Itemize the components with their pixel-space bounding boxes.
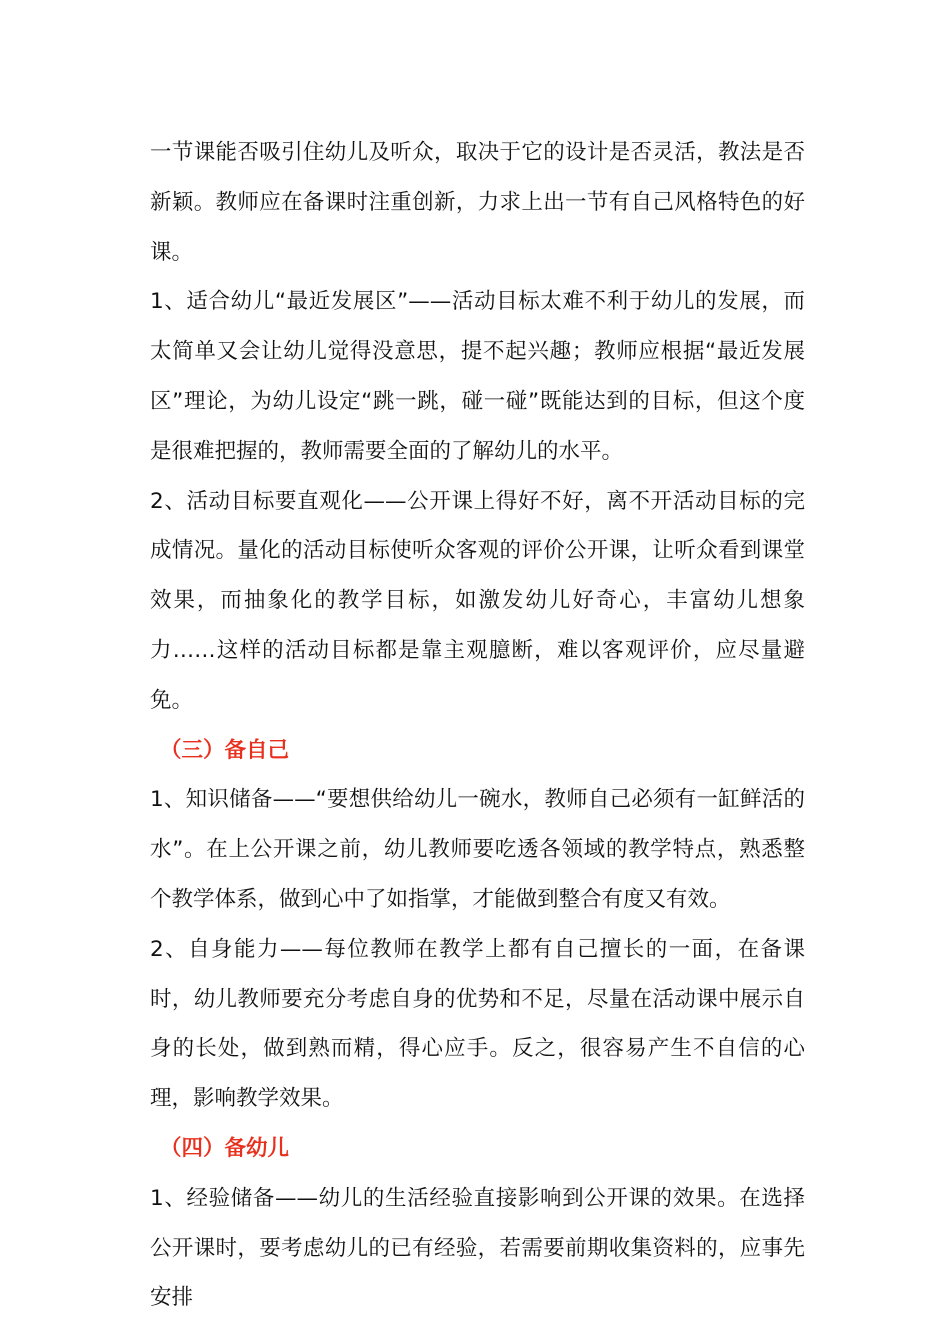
paragraph-experience-reserve: 1、经验储备——幼儿的生活经验直接影响到公开课的效果。在选择公开课时，要考虑幼儿的已有经验，若需要前期收集资料的，应事先安排 [150,1185,805,1311]
paragraph-goal-intuitive: 2、活动目标要直观化——公开课上得好不好，离不开活动目标的完成情况。量化的活动目标使听众客观的评价公开课，让听众看到课堂效果，而抽象化的教学目标，如激发幼儿好奇心，丰富幼儿想象力……这样的活动目标都是靠主观臆断，难以客观评价，应尽量避免。 [150,488,805,713]
section-heading-prepare-children: （四）备幼儿 [160,1135,290,1161]
document-page [150,128,805,1323]
section-heading-prepare-self: （三）备自己 [160,737,290,763]
paragraph-knowledge-reserve: 1、知识储备——“要想供给幼儿一碗水，教师自己必须有一缸鲜活的水”。在上公开课之前，幼儿教师要吃透各领域的教学特点，熟悉整个教学体系，做到心中了如指掌，才能做到整合有度又有效。 [150,787,805,912]
paragraph-intro: 一节课能否吸引住幼儿及听众，取决于它的设计是否灵活，教法是否新颖。教师应在备课时注重创新，力求上出一节有自己风格特色的好课。 [150,140,805,265]
paragraph-zone-of-proximal-development: 1、适合幼儿“最近发展区”——活动目标太难不利于幼儿的发展，而太简单又会让幼儿觉得没意思，提不起兴趣；教师应根据“最近发展区”理论，为幼儿设定“跳一跳，碰一碰”既能达到的目标，但这个度是很难把握的，教师需要全面的了解幼儿的水平。 [150,289,805,464]
paragraph-self-ability: 2、自身能力——每位教师在教学上都有自己擅长的一面，在备课时，幼儿教师要充分考虑自身的优势和不足，尽量在活动课中展示自身的长处，做到熟而精，得心应手。反之，很容易产生不自信的心理，影响教学效果。 [150,936,805,1112]
